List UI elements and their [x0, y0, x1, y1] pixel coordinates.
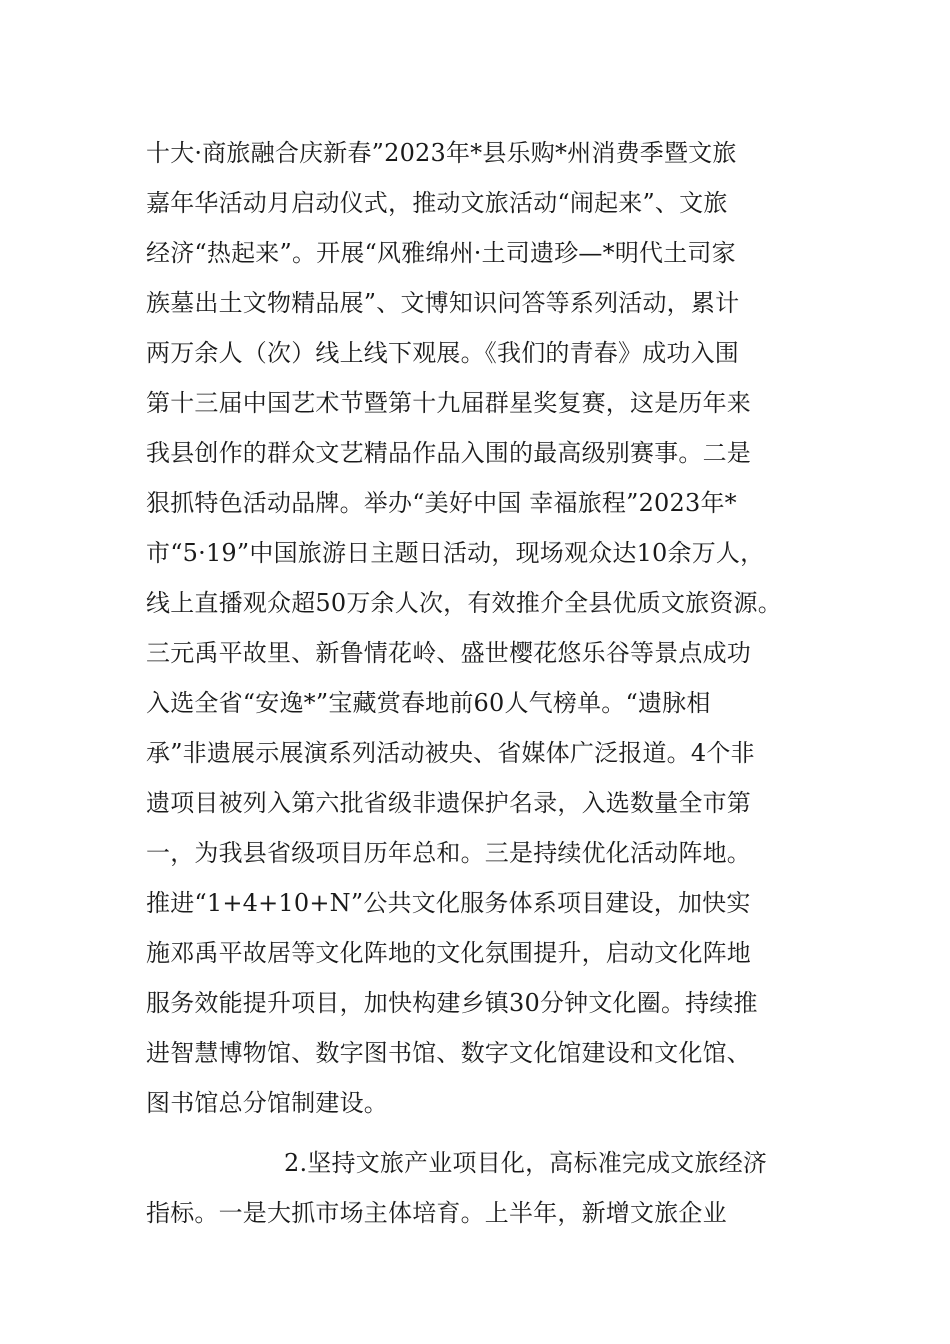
- paragraph-gap: [146, 1128, 826, 1138]
- paragraph-2: [146, 1138, 826, 1238]
- paragraph-1: [146, 128, 826, 1128]
- text-line: 狠抓特色活动品牌。举办“美好中国 幸福旅程”2023年*: [146, 489, 737, 517]
- text-line: 指标。一是大抓市场主体培育。上半年，新增文旅企业: [146, 1199, 727, 1227]
- text-line: 一，为我县省级项目历年总和。三是持续优化活动阵地。: [146, 839, 751, 867]
- text-line: 进智慧博物馆、数字图书馆、数字文化馆建设和文化馆、: [146, 1039, 751, 1067]
- text-line: 2.坚持文旅产业项目化，高标准完成文旅经济: [284, 1149, 768, 1177]
- text-line: 承”非遗展示展演系列活动被央、省媒体广泛报道。4个非: [146, 739, 755, 767]
- text-line: 第十三届中国艺术节暨第十九届群星奖复赛，这是历年来: [146, 389, 751, 417]
- text-line: 施邓禹平故居等文化阵地的文化氛围提升，启动文化阵地: [146, 939, 751, 967]
- text-line: 我县创作的群众文艺精品作品入围的最高级别赛事。二是: [146, 439, 751, 467]
- text-line: 嘉年华活动月启动仪式，推动文旅活动“闹起来”、文旅: [146, 189, 728, 217]
- text-line: 线上直播观众超50万余人次，有效推介全县优质文旅资源。: [146, 589, 782, 617]
- text-line: 三元禹平故里、新鲁情花岭、盛世樱花悠乐谷等景点成功: [146, 639, 751, 667]
- text-line: 十大·商旅融合庆新春”2023年*县乐购*州消费季暨文旅: [146, 139, 737, 167]
- document-body: [146, 128, 826, 1238]
- text-line: 族墓出土文物精品展”、文博知识问答等系列活动，累计: [146, 289, 740, 317]
- text-line: 图书馆总分馆制建设。: [146, 1089, 388, 1117]
- text-line: 市“5·19”中国旅游日主题日活动，现场观众达10余万人，: [146, 539, 765, 567]
- text-line: 推进“1+4+10+N”公共文化服务体系项目建设，加快实: [146, 889, 751, 917]
- text-line: 入选全省“安逸*”宝藏赏春地前60人气榜单。“遗脉相: [146, 689, 711, 717]
- text-line: 遗项目被列入第六批省级非遗保护名录，入选数量全市第: [146, 789, 751, 817]
- text-line: 经济“热起来”。开展“风雅绵州·土司遗珍—*明代土司家: [146, 239, 736, 267]
- text-line: 两万余人（次）线上线下观展。《我们的青春》成功入围: [146, 339, 739, 367]
- text-line: 服务效能提升项目，加快构建乡镇30分钟文化圈。持续推: [146, 989, 758, 1017]
